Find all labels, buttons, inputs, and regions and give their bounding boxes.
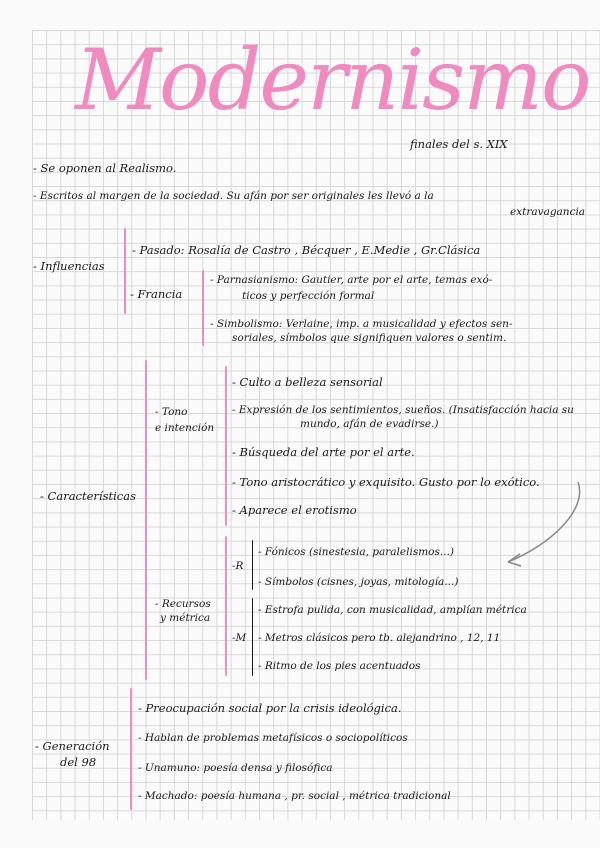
- caract-5: - Aparece el erotismo: [232, 503, 357, 517]
- recurso-1: - Fónicos (sinestesia, paralelismos...): [258, 546, 455, 558]
- date-note: finales del s. XIX: [410, 137, 508, 151]
- r-label: -R: [232, 560, 244, 572]
- recursos-brace: [225, 536, 227, 676]
- metrica-1: - Estrofa pulida, con musicalidad, amplían métrica: [258, 604, 527, 616]
- generacion-label-1: - Generación: [35, 739, 110, 753]
- generacion-3: - Unamuno: poesía densa y filosófica: [138, 762, 333, 774]
- intro-line-2b: extravagancia: [510, 206, 586, 218]
- tono-label-1: - Tono: [155, 406, 188, 418]
- recurso-2: - Símbolos (cisnes, joyas, mitología...): [258, 576, 459, 588]
- intro-line-2: - Escritos al margen de la sociedad. Su afán por ser originales les llevó a la: [33, 190, 434, 202]
- metrica-3: - Ritmo de los pies acentuados: [258, 660, 421, 672]
- generacion-brace: [130, 688, 132, 810]
- generacion-2: - Hablan de problemas metafísicos o sociopolíticos: [138, 732, 408, 744]
- simbolismo-1: - Simbolismo: Verlaine, imp. a musicalidad y efectos sen-: [210, 318, 513, 330]
- recursos-label-2: y métrica: [160, 612, 211, 624]
- intro-line-1: - Se oponen al Realismo.: [33, 161, 177, 175]
- tono-label-2: e intención: [155, 422, 215, 434]
- generacion-label-2: del 98: [60, 755, 97, 769]
- parnasianismo-2: ticos y perfección formal: [242, 290, 375, 302]
- m-brace: [252, 598, 253, 676]
- simbolismo-2: soriales, símbolos que signifiquen valores o sentim.: [232, 332, 507, 344]
- arrow-icon: [490, 470, 590, 570]
- caract-2b: mundo, afán de evadirse.): [300, 418, 439, 430]
- generacion-4: - Machado: poesía humana , pr. social , métrica tradicional: [138, 790, 451, 802]
- caracteristicas-label: - Características: [40, 489, 136, 503]
- influencias-pasado: - Pasado: Rosalía de Castro , Bécquer , E.Medie , Gr.Clásica: [132, 243, 481, 257]
- r-brace: [252, 540, 253, 590]
- caract-4: - Tono aristocrático y exquisito. Gusto por lo exótico.: [232, 475, 540, 489]
- parnasianismo-1: - Parnasianismo: Gautier, arte por el arte, temas exó-: [210, 274, 493, 286]
- caract-2: - Expresión de los sentimientos, sueños. (Insatisfacción hacia su: [232, 404, 574, 416]
- francia-brace: [202, 270, 204, 346]
- caract-1: - Culto a belleza sensorial: [232, 375, 383, 389]
- influencias-brace: [124, 228, 126, 314]
- page-title: Modernismo: [75, 31, 590, 129]
- recursos-label-1: - Recursos: [155, 598, 211, 610]
- tono-brace: [225, 366, 227, 526]
- influencias-label: - Influencias: [33, 259, 105, 273]
- m-label: -M: [232, 632, 247, 644]
- caracteristicas-brace: [145, 360, 147, 680]
- influencias-francia: - Francia: [130, 287, 183, 301]
- metrica-2: - Metros clásicos pero tb. alejandrino , 12, 11: [258, 632, 501, 644]
- caract-3: - Búsqueda del arte por el arte.: [232, 445, 415, 459]
- generacion-1: - Preocupación social por la crisis ideológica.: [138, 701, 402, 715]
